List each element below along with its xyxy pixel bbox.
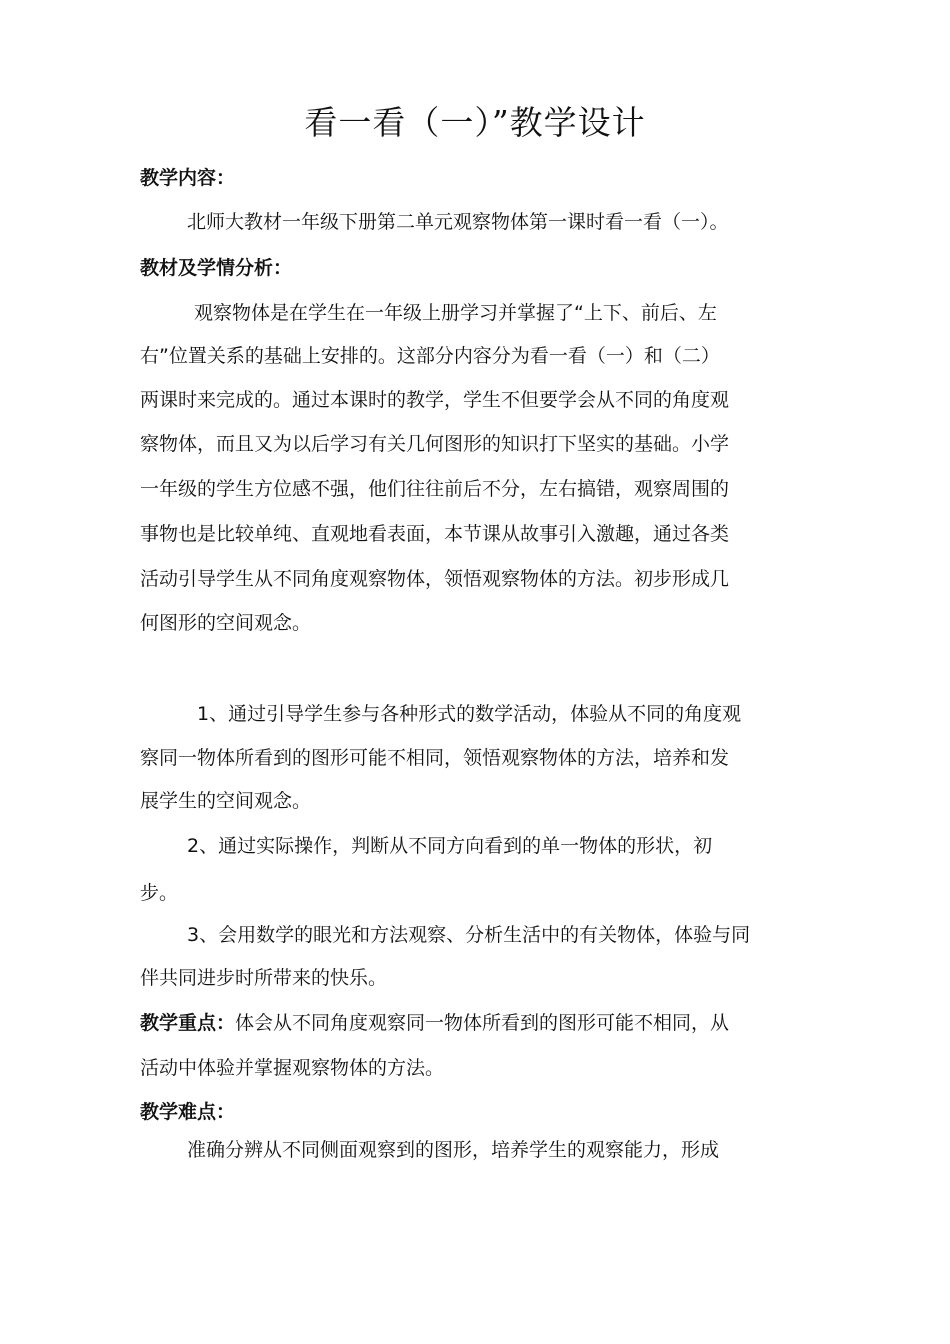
analysis-line: 何图形的空间观念。 — [140, 612, 312, 634]
section-heading-analysis: 教材及学情分析： — [140, 257, 293, 279]
objective-2-line: 步。 — [140, 882, 179, 904]
difficulty-text: 准确分辨从不同侧面观察到的图形，培养学生的观察能力，形成 — [187, 1139, 720, 1161]
analysis-line: 察物体，而且又为以后学习有关几何图形的知识打下坚实的基础。小学 — [140, 433, 730, 455]
analysis-line: 活动引导学生从不同角度观察物体，领悟观察物体的方法。初步形成几 — [140, 568, 730, 590]
analysis-line: 右”位置关系的基础上安排的。这部分内容分为看一看（一）和（二） — [140, 345, 720, 367]
objective-2-line: 2、通过实际操作，判断从不同方向看到的单一物体的形状，初 — [187, 835, 713, 857]
key-point-line-2: 活动中体验并掌握观察物体的方法。 — [140, 1057, 445, 1079]
analysis-line: 观察物体是在学生在一年级上册学习并掌握了“上下、前后、左 — [194, 302, 717, 324]
section-heading-difficulty: 教学难点： — [140, 1101, 236, 1123]
analysis-line: 事物也是比较单纯、直观地看表面，本节课从故事引入激趣，通过各类 — [140, 523, 730, 545]
content-text: 北师大教材一年级下册第二单元观察物体第一课时看一看（一）。 — [187, 211, 729, 233]
key-point-text: 体会从不同角度观察同一物体所看到的图形可能不相同，从 — [235, 1012, 730, 1034]
objective-3-line: 3、会用数学的眼光和方法观察、分析生活中的有关物体，体验与同 — [187, 924, 751, 946]
key-point-label: 教学重点： — [140, 1012, 236, 1034]
analysis-line: 两课时来完成的。通过本课时的教学，学生不但要学会从不同的角度观 — [140, 389, 730, 411]
objective-1-line: 1、通过引导学生参与各种形式的数学活动，体验从不同的角度观 — [197, 703, 742, 725]
document-title: 看一看（一）”教学设计 — [304, 103, 646, 142]
objective-1-line: 展学生的空间观念。 — [140, 790, 312, 812]
key-point-line-1 — [140, 1008, 729, 1038]
section-heading-content: 教学内容： — [140, 167, 236, 189]
analysis-line: 一年级的学生方位感不强，他们往往前后不分，左右搞错，观察周围的 — [140, 478, 730, 500]
objective-3-line: 伴共同进步时所带来的快乐。 — [140, 967, 388, 989]
objective-1-line: 察同一物体所看到的图形可能不相同，领悟观察物体的方法，培养和发 — [140, 747, 730, 769]
